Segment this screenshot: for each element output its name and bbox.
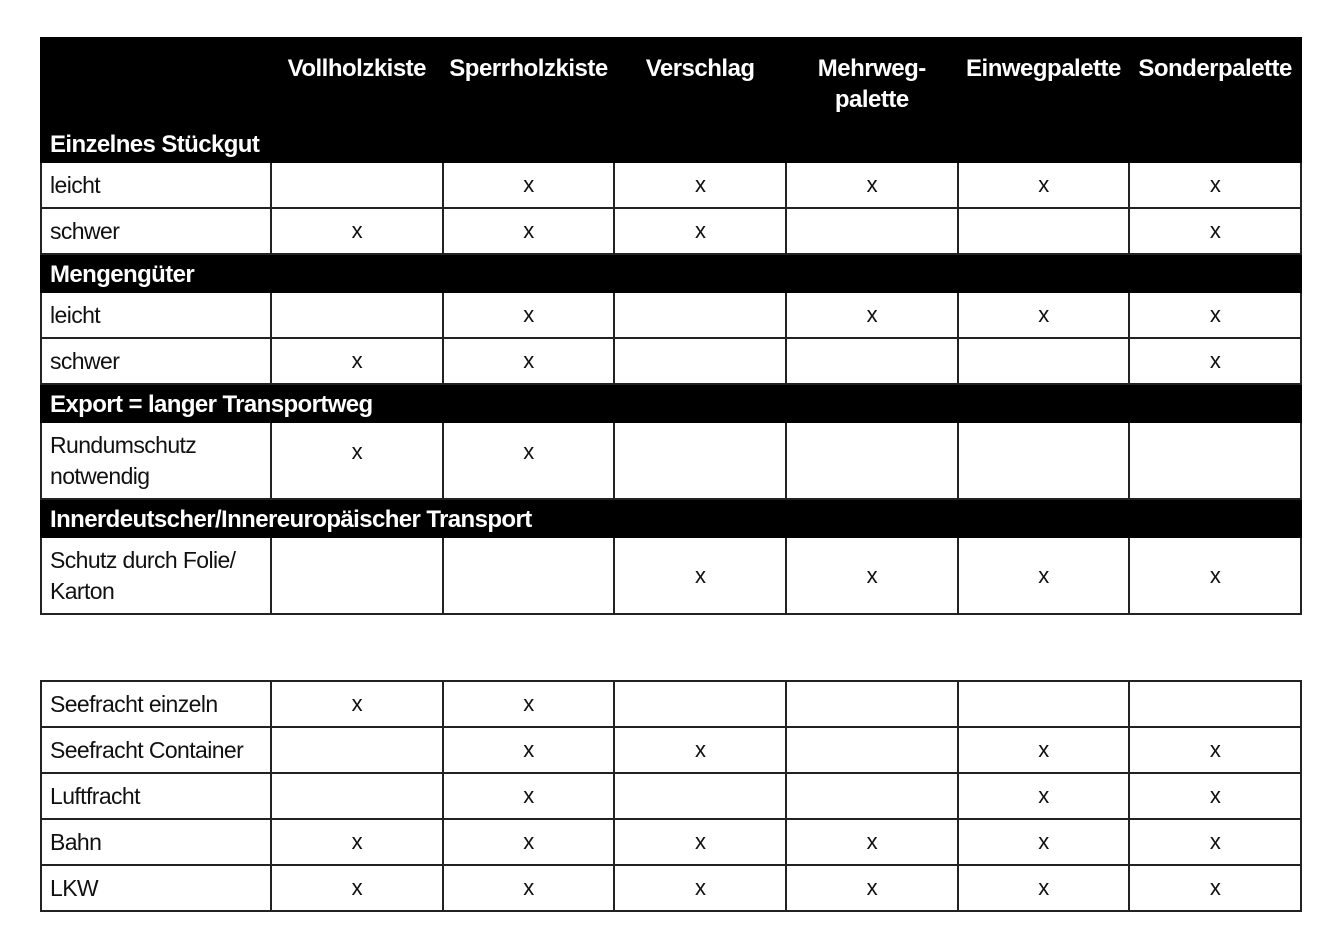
mark-cell bbox=[271, 537, 443, 614]
column-header-line: Mehrweg- bbox=[817, 55, 926, 82]
column-header bbox=[786, 38, 958, 122]
mark-cell: x bbox=[958, 727, 1130, 773]
mark-cell: x bbox=[443, 292, 615, 338]
mark-cell: x bbox=[271, 819, 443, 865]
table-row bbox=[41, 681, 1301, 727]
mark-cell: x bbox=[786, 819, 958, 865]
mark-cell: x bbox=[1129, 338, 1301, 384]
mark-cell bbox=[614, 292, 786, 338]
mark-cell: x bbox=[614, 537, 786, 614]
table-row bbox=[41, 292, 1301, 338]
mark-cell: x bbox=[1129, 819, 1301, 865]
mark-cell bbox=[786, 727, 958, 773]
column-header: Verschlag bbox=[614, 38, 786, 122]
mark-cell: x bbox=[786, 865, 958, 911]
table-row bbox=[41, 727, 1301, 773]
mark-cell: x bbox=[271, 338, 443, 384]
row-label: LKW bbox=[41, 865, 271, 911]
mark-cell: x bbox=[958, 537, 1130, 614]
column-header: Vollholzkiste bbox=[271, 38, 443, 122]
row-label-line: Rundumschutz bbox=[50, 431, 197, 458]
row-label bbox=[41, 537, 271, 614]
mark-cell: x bbox=[614, 208, 786, 254]
row-label: Bahn bbox=[41, 819, 271, 865]
mark-cell: x bbox=[443, 773, 615, 819]
table-row bbox=[41, 773, 1301, 819]
row-label-line: notwendig bbox=[50, 462, 150, 489]
mark-cell bbox=[786, 681, 958, 727]
mark-cell: x bbox=[443, 681, 615, 727]
row-label: schwer bbox=[41, 338, 271, 384]
mark-cell bbox=[271, 292, 443, 338]
mark-cell bbox=[786, 338, 958, 384]
mark-cell: x bbox=[1129, 865, 1301, 911]
mark-cell: x bbox=[786, 162, 958, 208]
mark-cell bbox=[1129, 681, 1301, 727]
mark-cell bbox=[786, 208, 958, 254]
table-row bbox=[41, 537, 1301, 614]
mark-cell bbox=[958, 681, 1130, 727]
mark-cell: x bbox=[614, 162, 786, 208]
mark-cell bbox=[271, 773, 443, 819]
mark-cell: x bbox=[1129, 773, 1301, 819]
column-header: Sperrholzkiste bbox=[443, 38, 615, 122]
row-label: Seefracht Container bbox=[41, 727, 271, 773]
mark-cell: x bbox=[271, 681, 443, 727]
column-header-row bbox=[41, 38, 1301, 122]
table-row bbox=[41, 422, 1301, 499]
row-label-line: Karton bbox=[50, 577, 115, 604]
mark-cell bbox=[271, 727, 443, 773]
mark-cell bbox=[786, 773, 958, 819]
table-row bbox=[41, 208, 1301, 254]
mark-cell: x bbox=[443, 208, 615, 254]
mark-cell: x bbox=[443, 727, 615, 773]
mark-cell: x bbox=[271, 422, 443, 499]
mark-cell bbox=[1129, 422, 1301, 499]
mark-cell: x bbox=[1129, 537, 1301, 614]
mark-cell: x bbox=[958, 773, 1130, 819]
section-header-row bbox=[41, 384, 1301, 422]
mark-cell bbox=[958, 208, 1130, 254]
section-header-row bbox=[41, 254, 1301, 292]
mark-cell bbox=[614, 422, 786, 499]
corner-cell bbox=[41, 38, 271, 122]
mark-cell: x bbox=[443, 422, 615, 499]
transport-mode-table bbox=[40, 680, 1302, 912]
mark-cell: x bbox=[786, 537, 958, 614]
column-header: Einwegpalette bbox=[958, 38, 1130, 122]
mark-cell bbox=[614, 681, 786, 727]
mark-cell: x bbox=[958, 819, 1130, 865]
mark-cell: x bbox=[958, 292, 1130, 338]
row-label bbox=[41, 422, 271, 499]
mark-cell: x bbox=[1129, 208, 1301, 254]
mark-cell bbox=[614, 773, 786, 819]
table-row bbox=[41, 338, 1301, 384]
mark-cell bbox=[958, 422, 1130, 499]
mark-cell: x bbox=[443, 162, 615, 208]
table-row bbox=[41, 162, 1301, 208]
mark-cell: x bbox=[786, 292, 958, 338]
mark-cell: x bbox=[1129, 727, 1301, 773]
mark-cell bbox=[958, 338, 1130, 384]
mark-cell: x bbox=[614, 727, 786, 773]
mark-cell: x bbox=[443, 338, 615, 384]
mark-cell: x bbox=[958, 162, 1130, 208]
mark-cell bbox=[271, 162, 443, 208]
table-row bbox=[41, 819, 1301, 865]
mark-cell: x bbox=[1129, 162, 1301, 208]
section-title: Mengengüter bbox=[41, 254, 1301, 292]
mark-cell: x bbox=[614, 819, 786, 865]
mark-cell: x bbox=[271, 208, 443, 254]
mark-cell: x bbox=[614, 865, 786, 911]
mark-cell: x bbox=[1129, 292, 1301, 338]
mark-cell: x bbox=[271, 865, 443, 911]
mark-cell: x bbox=[443, 865, 615, 911]
section-title: Einzelnes Stückgut bbox=[41, 122, 1301, 162]
mark-cell: x bbox=[443, 819, 615, 865]
row-label-line: Schutz durch Folie/ bbox=[50, 546, 236, 573]
section-title: Export = langer Transportweg bbox=[41, 384, 1301, 422]
row-label: Luftfracht bbox=[41, 773, 271, 819]
row-label: leicht bbox=[41, 292, 271, 338]
mark-cell bbox=[443, 537, 615, 614]
mark-cell: x bbox=[958, 865, 1130, 911]
row-label: Seefracht einzeln bbox=[41, 681, 271, 727]
column-header: Sonderpalette bbox=[1129, 38, 1301, 122]
section-header-row bbox=[41, 499, 1301, 537]
row-label: schwer bbox=[41, 208, 271, 254]
section-header-row bbox=[41, 122, 1301, 162]
mark-cell bbox=[786, 422, 958, 499]
table-row bbox=[41, 865, 1301, 911]
mark-cell bbox=[614, 338, 786, 384]
row-label: leicht bbox=[41, 162, 271, 208]
packaging-matrix-table bbox=[40, 37, 1302, 615]
column-header-line: palette bbox=[834, 86, 909, 113]
section-title: Innerdeutscher/Innereuropäischer Transport bbox=[41, 499, 1301, 537]
